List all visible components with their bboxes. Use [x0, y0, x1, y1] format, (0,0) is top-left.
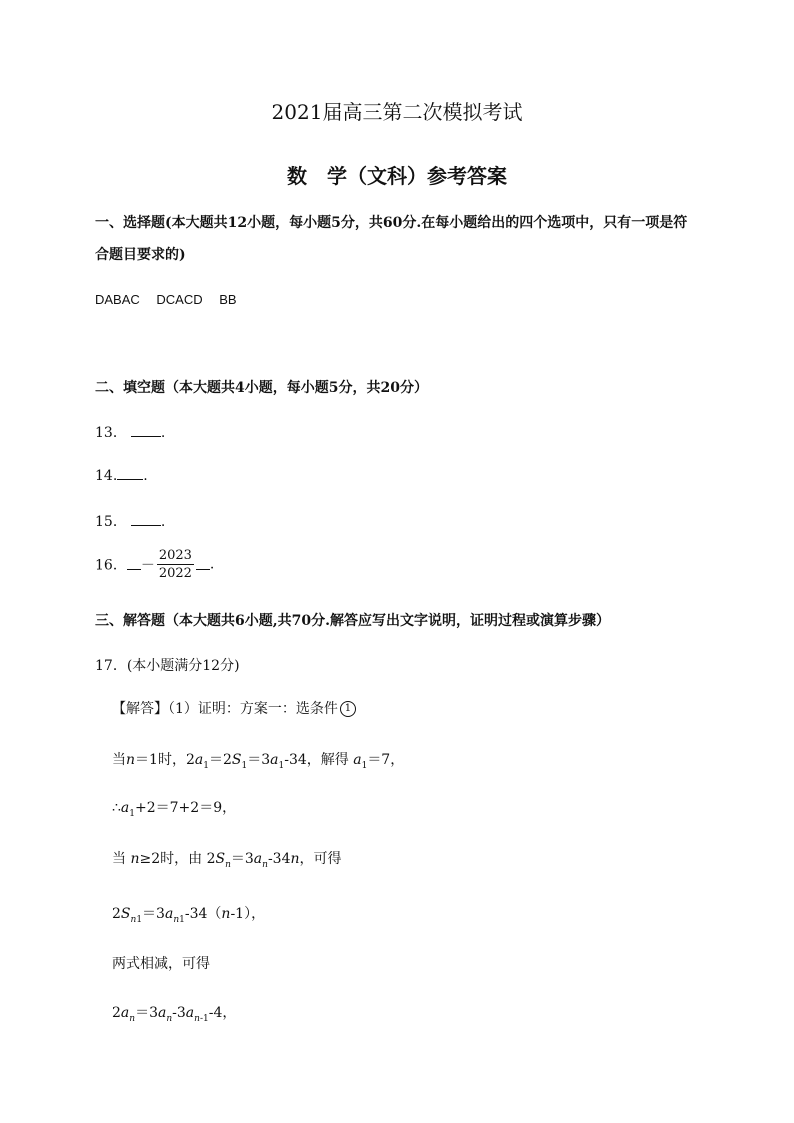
blank-15 [131, 513, 161, 526]
choice-answers: DABAC DCACD BB [95, 292, 237, 307]
solution-line-3: 当 n≥2时，由 $2S_n=3a_n-34n$，可得 [112, 851, 342, 870]
page-title: 2021届高三第二次模拟考试 [271, 100, 523, 124]
answer-16: 16． － $\frac{2023}{2022}$ . [95, 548, 215, 581]
blank-16-left [127, 559, 141, 570]
answer-13: 13． . [95, 425, 166, 441]
section1-heading-line2: 合题目要求的) [95, 247, 186, 263]
solution-line-2: $\therefore a_1+2=7+2=9$， [112, 800, 237, 819]
section1-heading-line1: 一、选择题(本大题共12小题，每小题5分，共60分.在每小题给出的四个选项中，只有一项是符 [95, 215, 688, 231]
section3-heading: 三、解答题（本大题共6小题,共70分.解答应写出文字说明，证明过程或演算步骤） [95, 613, 610, 629]
question-17-title: 17．(本小题满分12分) [95, 658, 240, 674]
solution-label: 【解答】（1）证明：方案一：选条件 1 [112, 698, 356, 718]
section2-heading: 二、填空题（本大题共4小题，每小题5分，共20分） [95, 380, 428, 396]
solution-line-4: $2S_{n1}=3a_{n1}-34(n-1)$， [112, 906, 266, 925]
page-subtitle: 数 学（文科）参考答案 [287, 164, 507, 188]
answer-14: 14. . [95, 468, 148, 484]
solution-line-6: $2a_n=3a_n-3a_{n-1}-4$， [112, 1005, 237, 1024]
answer-15: 15． . [95, 514, 166, 530]
fraction-16: $\frac{2023}{2022}$ [158, 548, 192, 581]
blank-14 [117, 467, 143, 480]
blank-16-right [196, 559, 210, 570]
circled-number: 1 [340, 701, 356, 717]
blank-13 [131, 424, 161, 437]
solution-line-1: 当n＝1时，$2a_1=2S_1=3a_1-34$，解得 $a_1=7$， [112, 752, 405, 771]
solution-line-5: 两式相减，可得 [112, 956, 210, 972]
